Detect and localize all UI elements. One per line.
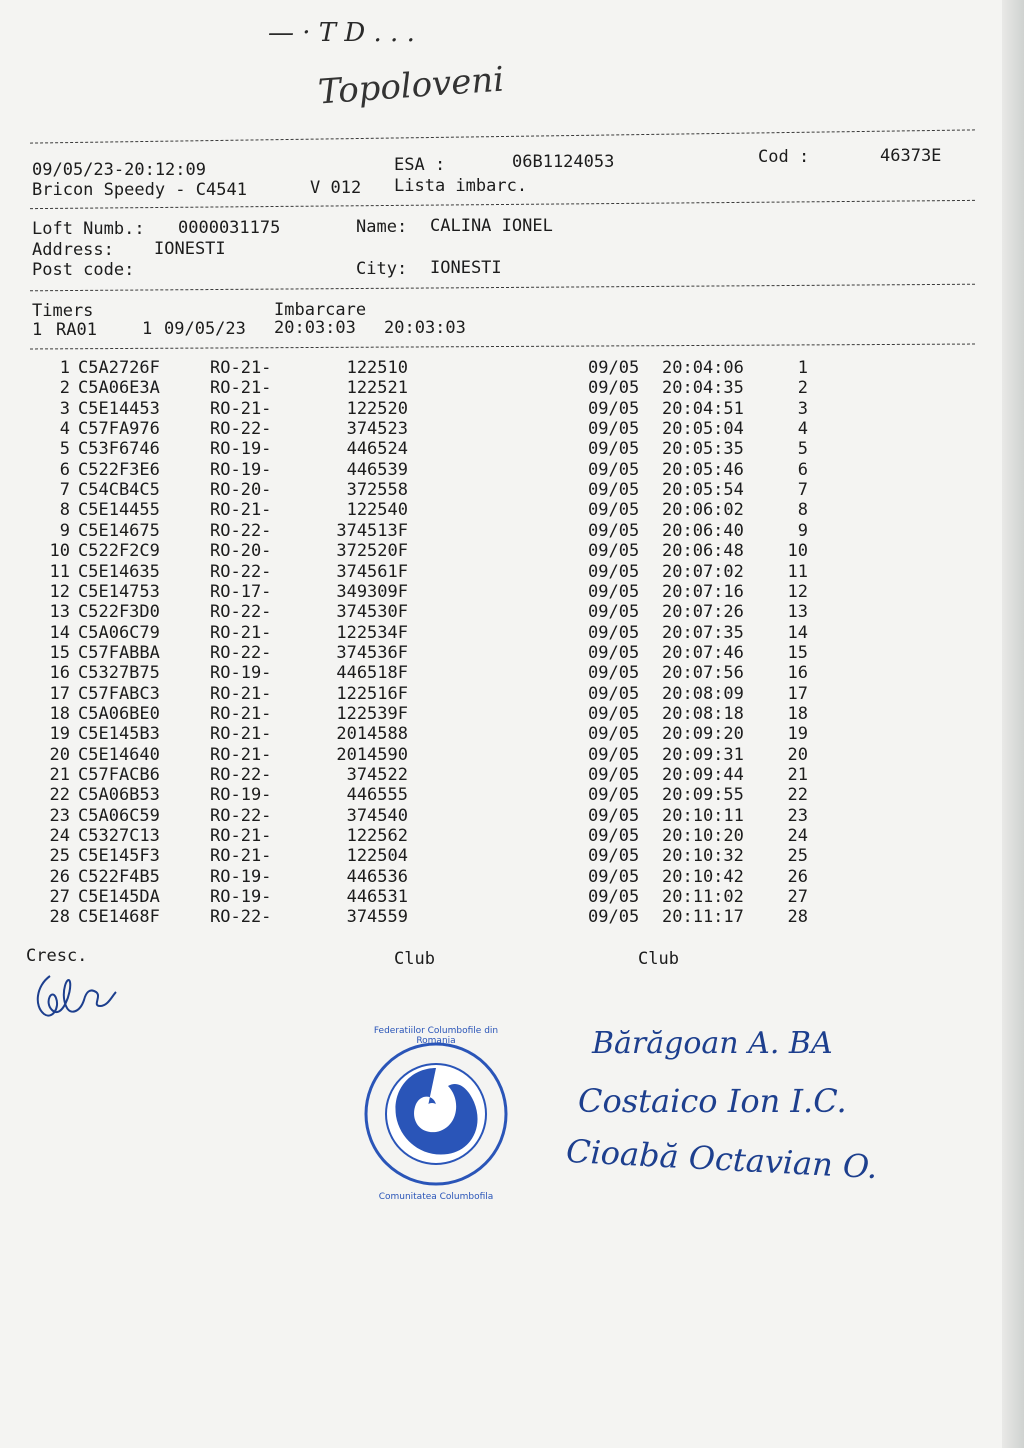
- rank-number: 22: [787, 785, 808, 806]
- table-row: [0, 745, 1000, 765]
- table-row: [0, 887, 1000, 907]
- rank-number: 28: [787, 907, 808, 928]
- arrival-time: 20:06:40: [662, 520, 744, 541]
- table-row: [0, 684, 1000, 704]
- arrival-date: 09/05: [588, 459, 640, 480]
- table-row: [0, 765, 1000, 785]
- separator-line: [30, 344, 975, 350]
- ring-prefix: RO-21-: [210, 358, 272, 378]
- rank-number: 6: [797, 459, 808, 480]
- ring-number: 374540: [346, 805, 408, 826]
- chip-id: C5A06C59: [78, 805, 160, 826]
- chip-id: C5E145B3: [78, 724, 160, 745]
- rank-number: 11: [787, 561, 808, 582]
- ring-number: 446524: [346, 439, 408, 460]
- timer-time-b: 20:03:03: [384, 318, 466, 338]
- arrival-date: 09/05: [588, 419, 640, 440]
- loft-label: Loft Numb.:: [32, 219, 145, 239]
- ring-number: 374523: [346, 419, 408, 440]
- row-index: 7: [59, 480, 70, 501]
- arrival-date: 09/05: [588, 805, 640, 826]
- arrival-date: 09/05: [588, 500, 640, 521]
- table-row: [0, 582, 1000, 602]
- ring-prefix: RO-22-: [210, 602, 272, 623]
- rank-number: 13: [787, 602, 808, 623]
- chip-id: C5E14635: [78, 561, 160, 582]
- cod-value: 46373E: [880, 146, 942, 166]
- address-value: IONESTI: [154, 239, 226, 259]
- handwritten-location: Topoloveni: [316, 59, 506, 113]
- table-row: [0, 846, 1000, 866]
- ring-prefix: RO-21-: [210, 724, 272, 745]
- ring-prefix: RO-19-: [210, 785, 272, 806]
- ring-prefix: RO-21-: [210, 703, 272, 724]
- table-row: [0, 562, 1000, 582]
- row-index: 21: [49, 765, 70, 785]
- arrival-date: 09/05: [588, 826, 640, 847]
- name-label: Name:: [356, 217, 408, 237]
- device-name: Bricon Speedy - C4541: [32, 180, 247, 200]
- arrival-date: 09/05: [588, 398, 640, 419]
- rank-number: 4: [797, 419, 808, 440]
- ring-number: 374522: [346, 765, 408, 785]
- address-label: Address:: [32, 240, 114, 260]
- club-label-1: Club: [394, 949, 435, 969]
- arrival-time: 20:10:20: [662, 826, 744, 847]
- chip-id: C5327B75: [78, 663, 160, 684]
- ring-prefix: RO-21-: [210, 683, 272, 704]
- ring-number: 122520: [346, 398, 408, 419]
- ring-prefix: RO-21-: [210, 846, 272, 867]
- row-index: 17: [49, 683, 70, 704]
- table-row: [0, 907, 1000, 927]
- row-index: 10: [49, 541, 70, 562]
- row-index: 3: [59, 398, 70, 419]
- postcode-label: Post code:: [32, 260, 135, 280]
- arrival-time: 20:07:46: [662, 642, 744, 663]
- rank-number: 15: [787, 642, 808, 663]
- arrival-time: 20:04:06: [662, 358, 744, 378]
- arrival-time: 20:09:31: [662, 744, 744, 765]
- ring-prefix: RO-22-: [210, 765, 272, 785]
- timers-label: Timers: [32, 301, 94, 321]
- ring-number: 122521: [346, 378, 408, 399]
- rank-number: 18: [787, 703, 808, 724]
- row-index: 5: [59, 439, 70, 460]
- row-index: 20: [49, 744, 70, 765]
- rank-number: 1: [797, 358, 808, 378]
- chip-id: C5E14675: [78, 520, 160, 541]
- ring-number: 374513F: [336, 520, 408, 541]
- chip-id: C5E14455: [78, 500, 160, 521]
- table-row: [0, 399, 1000, 419]
- table-row: [0, 602, 1000, 622]
- table-row: [0, 521, 1000, 541]
- rank-number: 24: [787, 826, 808, 847]
- arrival-time: 20:07:35: [662, 622, 744, 643]
- chip-id: C54CB4C5: [78, 480, 160, 501]
- chip-id: C5A06BE0: [78, 703, 160, 724]
- chip-id: C522F2C9: [78, 541, 160, 562]
- row-index: 14: [49, 622, 70, 643]
- ring-prefix: RO-19-: [210, 459, 272, 480]
- rank-number: 5: [797, 439, 808, 460]
- row-index: 24: [49, 826, 70, 847]
- arrival-date: 09/05: [588, 724, 640, 745]
- chip-id: C5A06B53: [78, 785, 160, 806]
- signature-line-1: Bărăgoan A. BA: [592, 1026, 833, 1061]
- row-index: 4: [59, 419, 70, 440]
- imbarcare-label: Imbarcare: [274, 300, 367, 320]
- row-index: 1: [59, 358, 70, 378]
- ring-number: 122516F: [336, 683, 408, 704]
- arrival-time: 20:10:42: [662, 866, 744, 887]
- arrival-time: 20:07:02: [662, 561, 744, 582]
- ring-prefix: RO-20-: [210, 480, 272, 501]
- signature-line-3: Cioabă Octavian O.: [565, 1131, 879, 1187]
- row-index: 11: [49, 561, 70, 582]
- list-title: Lista imbarc.: [394, 176, 528, 196]
- rank-number: 17: [787, 683, 808, 704]
- ring-number: 374530F: [336, 602, 408, 623]
- ring-prefix: RO-19-: [210, 439, 272, 460]
- club-stamp: [362, 1026, 510, 1202]
- rank-number: 16: [787, 663, 808, 684]
- table-row: [0, 480, 1000, 500]
- ring-number: 446536: [346, 866, 408, 887]
- ring-prefix: RO-21-: [210, 378, 272, 399]
- timer-number: 1: [32, 320, 43, 340]
- chip-id: C5327C13: [78, 826, 160, 847]
- rank-number: 26: [787, 866, 808, 887]
- row-index: 9: [59, 520, 70, 541]
- arrival-date: 09/05: [588, 561, 640, 582]
- ring-prefix: RO-21-: [210, 622, 272, 643]
- table-row: [0, 419, 1000, 439]
- chip-id: C57FA976: [78, 419, 160, 440]
- ring-prefix: RO-22-: [210, 419, 272, 440]
- arrival-date: 09/05: [588, 439, 640, 460]
- row-index: 28: [49, 907, 70, 928]
- chip-id: C5A06E3A: [78, 378, 160, 399]
- arrival-time: 20:10:11: [662, 805, 744, 826]
- arrival-time: 20:06:02: [662, 500, 744, 521]
- arrival-date: 09/05: [588, 785, 640, 806]
- ring-prefix: RO-17-: [210, 581, 272, 602]
- arrival-time: 20:06:48: [662, 541, 744, 562]
- ring-number: 446518F: [336, 663, 408, 684]
- table-row: [0, 826, 1000, 846]
- row-index: 23: [49, 805, 70, 826]
- name-value: CALINA IONEL: [430, 216, 553, 236]
- rank-number: 21: [787, 765, 808, 785]
- arrival-date: 09/05: [588, 907, 640, 928]
- arrival-date: 09/05: [588, 520, 640, 541]
- arrival-date: 09/05: [588, 703, 640, 724]
- arrival-date: 09/05: [588, 866, 640, 887]
- arrival-time: 20:09:44: [662, 765, 744, 785]
- chip-id: C5E1468F: [78, 907, 160, 928]
- chip-id: C57FACB6: [78, 765, 160, 785]
- separator-line: [30, 129, 975, 143]
- row-index: 2: [59, 378, 70, 399]
- arrival-date: 09/05: [588, 765, 640, 785]
- chip-id: C5A2726F: [78, 358, 160, 378]
- esa-label: ESA :: [394, 155, 446, 175]
- arrival-date: 09/05: [588, 744, 640, 765]
- arrival-time: 20:04:35: [662, 378, 744, 399]
- ring-prefix: RO-22-: [210, 642, 272, 663]
- breeder-signature: [30, 962, 120, 1026]
- ring-number: 446531: [346, 887, 408, 908]
- ring-number: 372558: [346, 480, 408, 501]
- chip-id: C522F4B5: [78, 866, 160, 887]
- row-index: 26: [49, 866, 70, 887]
- arrival-date: 09/05: [588, 683, 640, 704]
- arrival-date: 09/05: [588, 602, 640, 623]
- arrival-time: 20:07:56: [662, 663, 744, 684]
- chip-id: C5E14453: [78, 398, 160, 419]
- rank-number: 2: [797, 378, 808, 399]
- rank-number: 12: [787, 581, 808, 602]
- ring-prefix: RO-22-: [210, 561, 272, 582]
- ring-number: 349309F: [336, 581, 408, 602]
- arrival-time: 20:07:26: [662, 602, 744, 623]
- ring-number: 374561F: [336, 561, 408, 582]
- device-version: V 012: [310, 178, 362, 198]
- arrival-time: 20:04:51: [662, 398, 744, 419]
- arrival-date: 09/05: [588, 378, 640, 399]
- chip-id: C5E145DA: [78, 887, 160, 908]
- ring-number: 122510: [346, 358, 408, 378]
- rank-number: 19: [787, 724, 808, 745]
- ring-prefix: RO-21-: [210, 826, 272, 847]
- row-index: 8: [59, 500, 70, 521]
- arrival-date: 09/05: [588, 622, 640, 643]
- chip-id: C5E145F3: [78, 846, 160, 867]
- ring-number: 374536F: [336, 642, 408, 663]
- ring-number: 372520F: [336, 541, 408, 562]
- page-edge: [1002, 0, 1024, 1448]
- arrival-date: 09/05: [588, 642, 640, 663]
- rank-number: 10: [787, 541, 808, 562]
- ring-prefix: RO-22-: [210, 907, 272, 928]
- ring-number: 374559: [346, 907, 408, 928]
- arrival-date: 09/05: [588, 663, 640, 684]
- arrival-date: 09/05: [588, 541, 640, 562]
- city-value: IONESTI: [430, 258, 502, 278]
- cresc-label: Cresc.: [26, 946, 88, 966]
- print-datetime: 09/05/23-20:12:09: [32, 160, 206, 180]
- chip-id: C5E14753: [78, 581, 160, 602]
- ring-number: 122504: [346, 846, 408, 867]
- arrival-time: 20:05:35: [662, 439, 744, 460]
- stamp-inner-text: Comunitatea Columbofila: [378, 1192, 494, 1202]
- stamp-emblem-icon: [362, 1040, 510, 1188]
- table-row: [0, 500, 1000, 520]
- timer-count: 1: [142, 319, 153, 339]
- ring-number: 122540: [346, 500, 408, 521]
- arrival-time: 20:10:32: [662, 846, 744, 867]
- table-row: [0, 460, 1000, 480]
- table-row: [0, 439, 1000, 459]
- row-index: 22: [49, 785, 70, 806]
- arrival-time: 20:09:20: [662, 724, 744, 745]
- signature-line-2: Costaico Ion I.C.: [578, 1082, 847, 1120]
- table-row: [0, 867, 1000, 887]
- ring-prefix: RO-21-: [210, 500, 272, 521]
- table-row: [0, 785, 1000, 805]
- rank-number: 25: [787, 846, 808, 867]
- city-label: City:: [356, 259, 408, 279]
- arrival-time: 20:11:02: [662, 887, 744, 908]
- ring-prefix: RO-22-: [210, 520, 272, 541]
- ring-prefix: RO-20-: [210, 541, 272, 562]
- ring-prefix: RO-22-: [210, 805, 272, 826]
- arrival-time: 20:05:04: [662, 419, 744, 440]
- table-row: [0, 704, 1000, 724]
- esa-value: 06B1124053: [512, 152, 615, 172]
- arrival-date: 09/05: [588, 846, 640, 867]
- row-index: 25: [49, 846, 70, 867]
- row-index: 13: [49, 602, 70, 623]
- table-row: [0, 358, 1000, 378]
- chip-id: C53F6746: [78, 439, 160, 460]
- chip-id: C522F3E6: [78, 459, 160, 480]
- rank-number: 14: [787, 622, 808, 643]
- row-index: 6: [59, 459, 70, 480]
- ring-number: 446555: [346, 785, 408, 806]
- row-index: 12: [49, 581, 70, 602]
- table-row: [0, 378, 1000, 398]
- arrival-time: 20:09:55: [662, 785, 744, 806]
- table-row: [0, 623, 1000, 643]
- row-index: 18: [49, 703, 70, 724]
- separator-line: [30, 284, 975, 292]
- arrival-date: 09/05: [588, 581, 640, 602]
- chip-id: C5A06C79: [78, 622, 160, 643]
- chip-id: C5E14640: [78, 744, 160, 765]
- rank-number: 9: [797, 520, 808, 541]
- stamp-text: Federatiilor Columbofile din Romania: [373, 1026, 499, 1046]
- rank-number: 20: [787, 744, 808, 765]
- arrival-date: 09/05: [588, 358, 640, 378]
- arrival-date: 09/05: [588, 887, 640, 908]
- chip-id: C57FABBA: [78, 642, 160, 663]
- ring-prefix: RO-19-: [210, 887, 272, 908]
- loft-value: 0000031175: [178, 218, 281, 238]
- ring-number: 2014588: [336, 724, 408, 745]
- top-scribble: — · T D . . .: [268, 18, 415, 48]
- arrival-date: 09/05: [588, 480, 640, 501]
- cod-label: Cod :: [758, 147, 810, 167]
- arrival-time: 20:08:18: [662, 703, 744, 724]
- table-row: [0, 663, 1000, 683]
- ring-prefix: RO-21-: [210, 744, 272, 765]
- row-index: 27: [49, 887, 70, 908]
- ring-number: 122562: [346, 826, 408, 847]
- timer-time-a: 20:03:03: [274, 318, 356, 338]
- row-index: 15: [49, 642, 70, 663]
- rank-number: 23: [787, 805, 808, 826]
- timer-id: RA01: [56, 320, 97, 340]
- ring-prefix: RO-19-: [210, 866, 272, 887]
- table-row: [0, 643, 1000, 663]
- row-index: 16: [49, 663, 70, 684]
- rank-number: 8: [797, 500, 808, 521]
- ring-number: 122539F: [336, 703, 408, 724]
- ring-number: 2014590: [336, 744, 408, 765]
- club-label-2: Club: [638, 949, 679, 969]
- table-row: [0, 541, 1000, 561]
- timer-date: 09/05/23: [164, 319, 246, 339]
- arrival-time: 20:05:46: [662, 459, 744, 480]
- rank-number: 3: [797, 398, 808, 419]
- ring-prefix: RO-19-: [210, 663, 272, 684]
- rank-number: 7: [797, 480, 808, 501]
- rank-number: 27: [787, 887, 808, 908]
- arrival-time: 20:07:16: [662, 581, 744, 602]
- arrival-time: 20:05:54: [662, 480, 744, 501]
- chip-id: C522F3D0: [78, 602, 160, 623]
- row-index: 19: [49, 724, 70, 745]
- table-row: [0, 806, 1000, 826]
- separator-line: [30, 200, 975, 209]
- ring-number: 446539: [346, 459, 408, 480]
- chip-id: C57FABC3: [78, 683, 160, 704]
- ring-prefix: RO-21-: [210, 398, 272, 419]
- arrival-time: 20:08:09: [662, 683, 744, 704]
- table-row: [0, 724, 1000, 744]
- arrival-time: 20:11:17: [662, 907, 744, 928]
- ring-number: 122534F: [336, 622, 408, 643]
